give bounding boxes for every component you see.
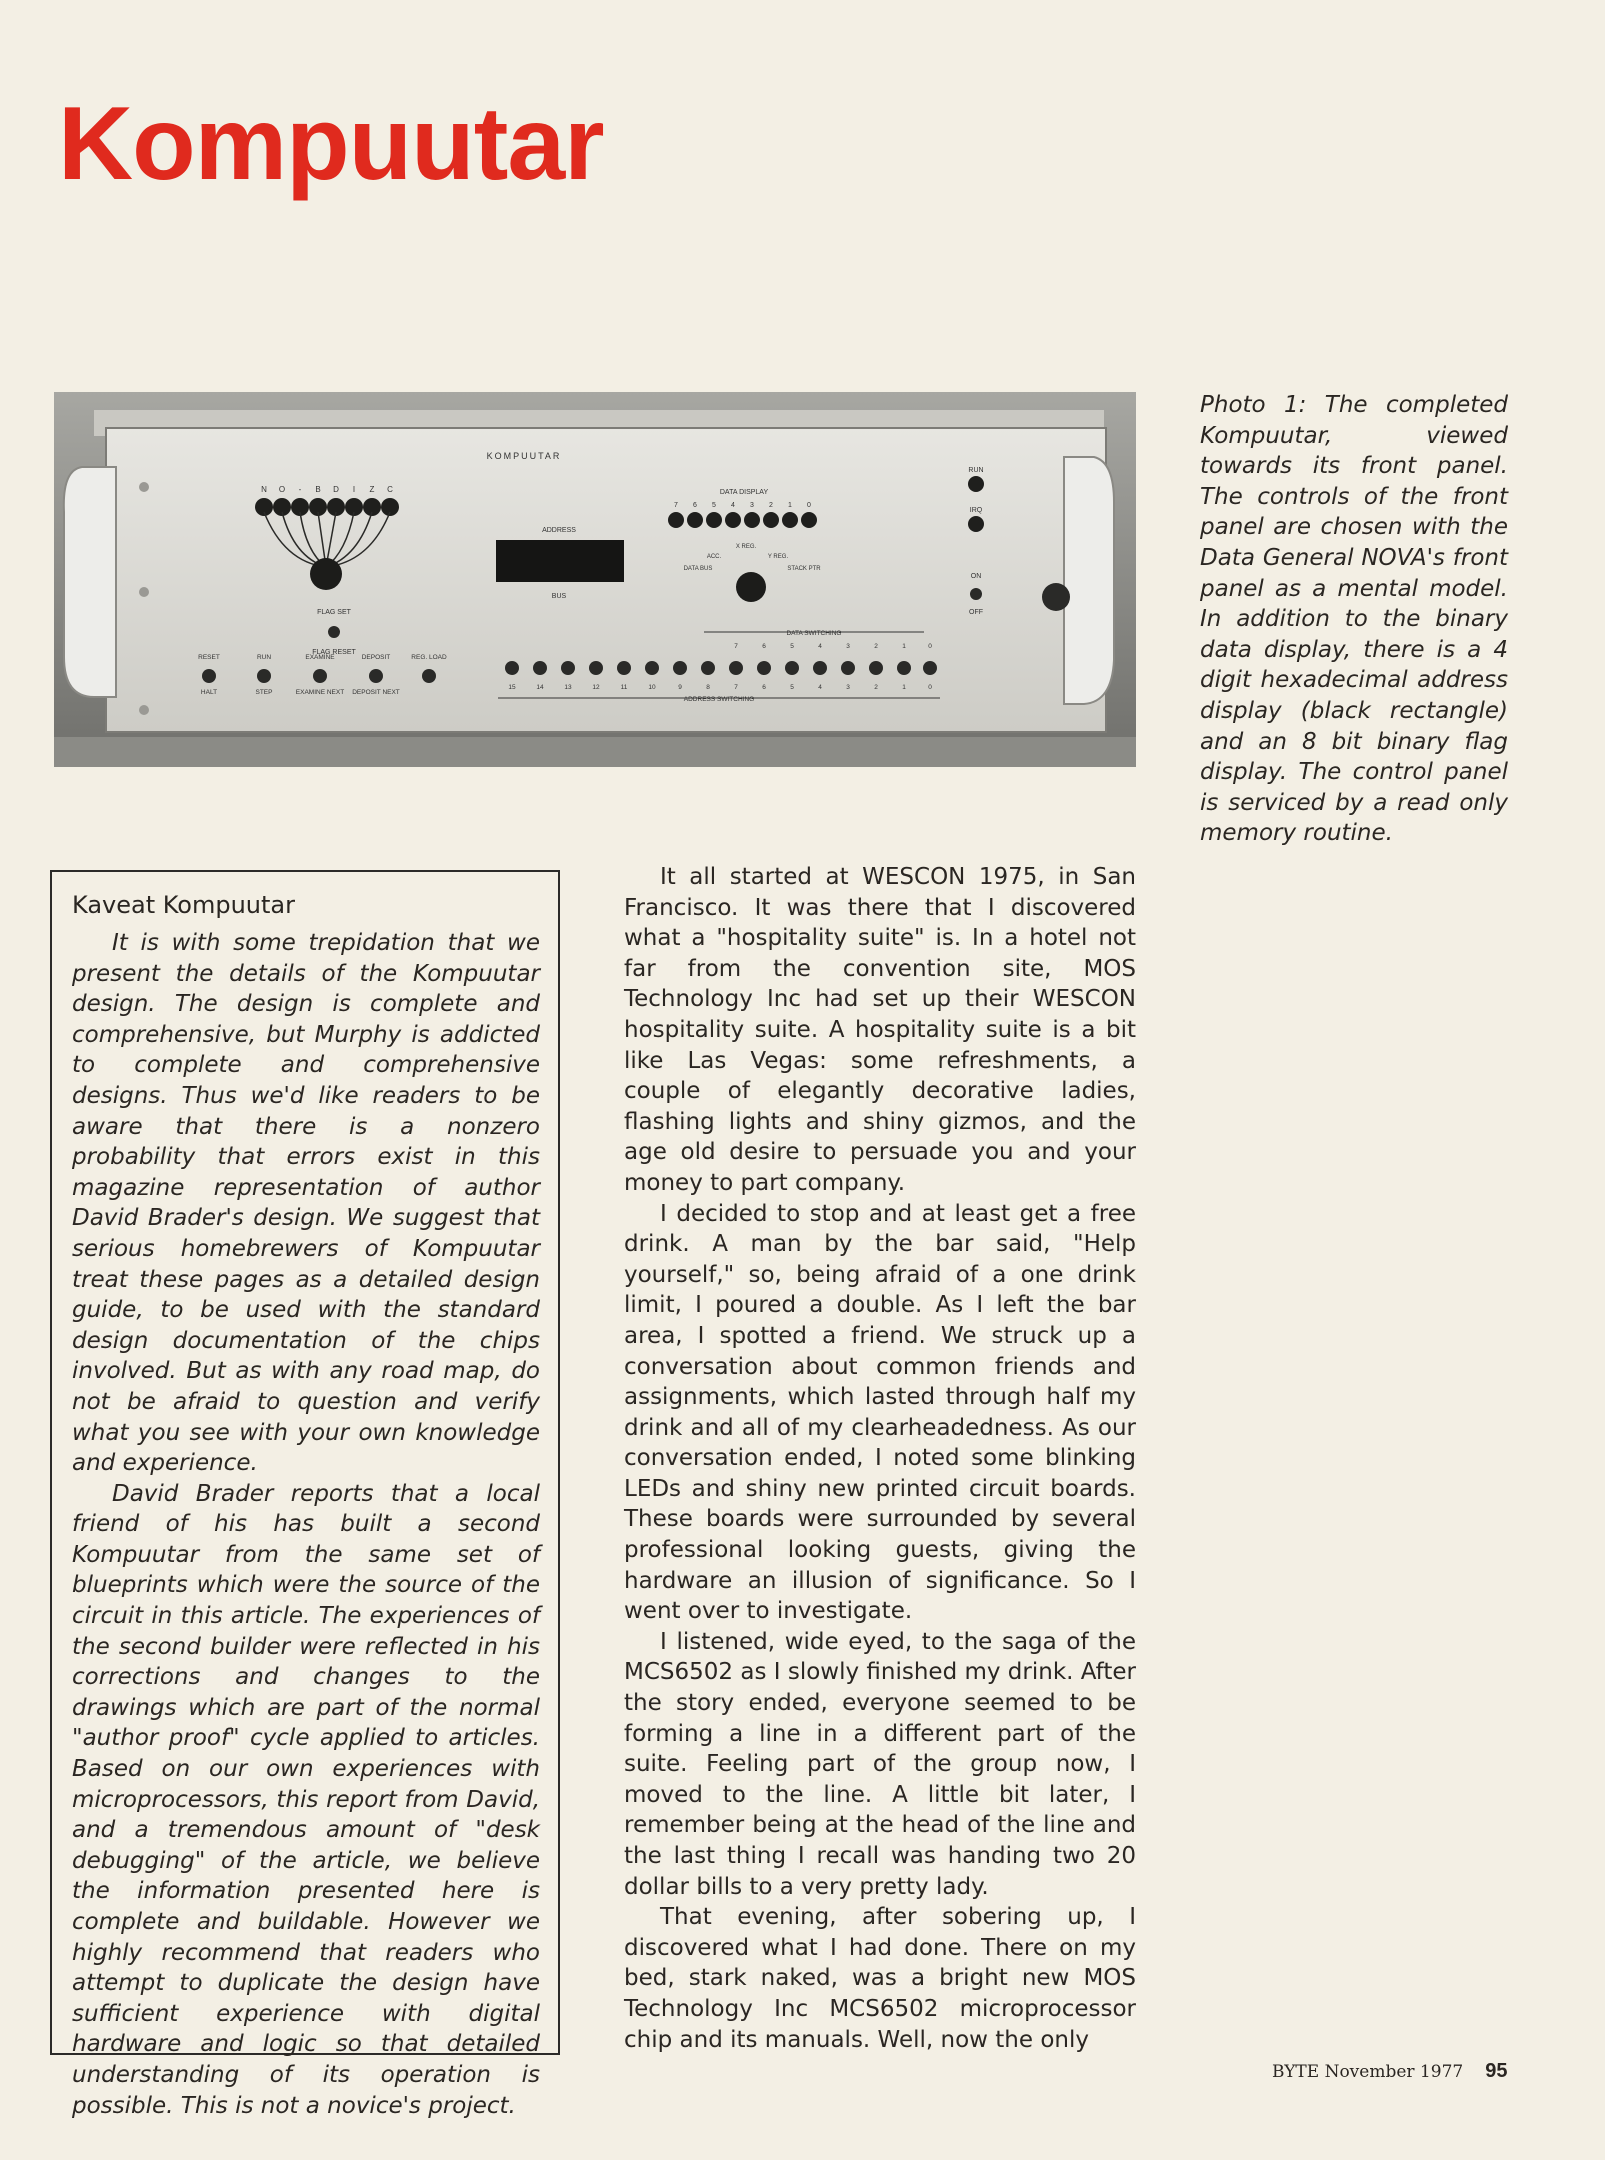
on-label: ON — [970, 573, 982, 580]
address-bit: 0 — [928, 684, 932, 691]
stack-ptr-label: STACK PTR — [787, 566, 821, 572]
flag-letter: N — [261, 485, 267, 494]
flag-reset-label: FLAG RESET — [312, 649, 356, 656]
examine-label: EXAMINE — [305, 654, 335, 661]
halt-label: HALT — [200, 689, 218, 696]
data-switch-bit: 1 — [902, 643, 906, 650]
flag-letter: I — [352, 485, 356, 494]
flag-select-knob[interactable] — [310, 558, 342, 590]
run-led — [968, 476, 984, 492]
address-bit: 4 — [818, 684, 822, 691]
run-label: RUN — [968, 467, 984, 474]
bus-label: BUS — [551, 593, 567, 600]
article-body — [624, 862, 1136, 2055]
page-number: 95 — [1485, 2060, 1508, 2082]
article-title: Kompuutar — [58, 86, 604, 202]
data-bus-label: DATA BUS — [683, 566, 713, 572]
address-bit: 7 — [734, 684, 738, 691]
data-switch-bit: 2 — [874, 643, 878, 650]
address-bit: 8 — [706, 684, 710, 691]
acc-label: ACC. — [706, 554, 722, 560]
address-bit: 6 — [762, 684, 766, 691]
irq-label: IRQ — [969, 507, 983, 514]
data-display-bit: 2 — [769, 502, 773, 509]
flag-letter: D — [333, 485, 339, 494]
flag-letter: O — [278, 485, 286, 494]
address-display — [496, 540, 624, 582]
address-bit: 3 — [846, 684, 850, 691]
body-paragraph: I decided to stop and at least get a free drink. A man by the bar said, "Help yourself," so, being afraid of a one drink limit, I poured a double. As I left the bar area, I spotted a friend. We struck up a conversation about common friends and assignments, which lasted through half my drink and all of my clearheadedness. As our conversation ended, I noted some blinking LEDs and shiny new printed circuit boards. These boards were surrounded by several professional looking guests, giving the hardware an illusion of significance. So I went over to investigate. — [624, 1200, 1136, 1625]
photo-caption: Photo 1: The completed Kompuutar, viewed towards its front panel. The controls of the front panel are chosen with the Data General NOVA's front panel as a mental model. In addition to the binary data display, there is a 4 digit hexadecimal address display (black rectangle) and an 8 bit binary flag display. The control panel is serviced by a read only memory routine. — [1200, 392, 1508, 847]
deposit-next-label: DEPOSIT NEXT — [352, 689, 400, 696]
address-bit: 10 — [648, 684, 656, 691]
data-switch-bit: 4 — [818, 643, 822, 650]
reset-halt-switch[interactable] — [202, 669, 216, 683]
sidebar-heading: Kaveat Kompuutar — [72, 891, 295, 919]
reset-label: RESET — [198, 654, 220, 661]
page-footer — [1272, 2060, 1507, 2083]
run-switch-label: RUN — [256, 654, 272, 661]
deposit-label: DEPOSIT — [361, 654, 391, 661]
reg-load-label: REG. LOAD — [411, 654, 447, 661]
deposit-switch[interactable] — [369, 669, 383, 683]
flag-letter: Z — [369, 485, 375, 494]
data-display-bit: 3 — [750, 502, 754, 509]
body-paragraph: That evening, after sobering up, I discovered what I had done. There on my bed, stark naked, was a bright new MOS Technology Inc MCS6502 microprocessor chip and its manuals. Well, now the only — [624, 1904, 1136, 2053]
step-label: STEP — [255, 689, 273, 696]
flag-set-label: FLAG SET — [317, 609, 351, 616]
address-bit: 1 — [902, 684, 906, 691]
body-paragraph: It all started at WESCON 1975, in San Francisco. It was there that I discovered what a "hospitality suite" is. In a hotel not far from the convention site, MOS Technology Inc had set up their WESCON hospitality suite. A hospitality suite is a bit like Las Vegas: some refreshments, a couple of elegantly decorative ladies, flashing lights and shiny gizmos, and the age old desire to persuade you and your money to part company. — [624, 864, 1136, 1196]
sidebar-paragraph: David Brader reports that a local friend of his has built a second Kompuutar from the same set of blueprints which were the source of the circuit in this article. The experiences of the second builder were reflected in his corrections and changes to the drawings which are part of the normal "author proof" cycle applied to articles. Based on our own experiences with microprocessors, this report from David, and a tremendous amount of "desk debugging" of the article, we believe the information presented here is complete and buildable. However we highly recommend that readers who attempt to duplicate the design have sufficient experience with digital hardware and logic so that detailed understanding of its operation is possible. This is not a novice's project. — [72, 1480, 540, 2119]
flag-toggle[interactable] — [328, 626, 340, 638]
data-switch-bit: 3 — [846, 643, 850, 650]
sidebar-box — [50, 870, 560, 2119]
panel-nameplate: KOMPUUTAR — [486, 451, 562, 461]
address-label: ADDRESS — [542, 527, 576, 534]
irq-led — [968, 516, 984, 532]
run-step-switch[interactable] — [257, 669, 271, 683]
register-select-knob[interactable] — [736, 572, 766, 602]
address-bit: 5 — [790, 684, 794, 691]
data-display-bit: 7 — [674, 502, 678, 509]
power-switch[interactable] — [970, 588, 982, 600]
address-bit: 9 — [678, 684, 682, 691]
data-display-bit: 5 — [712, 502, 716, 509]
address-bit: 14 — [536, 684, 544, 691]
xreg-label: X REG. — [735, 544, 757, 550]
data-display-label: DATA DISPLAY — [719, 489, 769, 496]
yreg-label: Y REG. — [767, 554, 789, 560]
examine-switch[interactable] — [313, 669, 327, 683]
off-label: OFF — [969, 609, 983, 616]
examine-next-label: EXAMINE NEXT — [295, 689, 345, 696]
data-switch-bit: 5 — [790, 643, 794, 650]
body-paragraph: I listened, wide eyed, to the saga of the MCS6502 as I slowly finished my drink. After the story ended, everyone seemed to be forming a line in a different part of the suite. Feeling part of the group now, I moved to the line. A little bit later, I remember being at the head of the line and the last thing I recall was handing two 20 dollar bills to a very pretty lady. — [624, 1628, 1136, 1900]
data-display-bit: 6 — [693, 502, 697, 509]
flag-letter: C — [387, 485, 393, 494]
front-panel-photo — [54, 392, 1136, 767]
data-display-bit: 4 — [731, 502, 735, 509]
data-switch-bit: 6 — [762, 643, 766, 650]
data-switching-label: DATA SWITCHING — [786, 630, 842, 637]
flag-letter: B — [315, 485, 321, 494]
data-display-bit: 1 — [788, 502, 792, 509]
data-switch-bit: 0 — [928, 643, 932, 650]
magazine-issue: BYTE November 1977 — [1272, 2062, 1464, 2082]
flag-letter: - — [298, 485, 302, 494]
address-bit: 13 — [564, 684, 572, 691]
sidebar-paragraph: It is with some trepidation that we present the details of the Kompuutar design. The design is complete and comprehensive, but Murphy is addicted to complete and comprehensive designs. Thus we'd like readers to be aware that there is a nonzero probability that errors exist in this magazine representation of author David Brader's design. We suggest that serious homebrewers of Kompuutar treat these pages as a detailed design guide, to be used with the standard design documentation of the chips involved. But as with any road map, do not be afraid to question and verify what you see with your own knowledge and experience. — [72, 930, 540, 1477]
address-bit: 15 — [508, 684, 516, 691]
address-switching-label: ADDRESS SWITCHING — [683, 696, 755, 703]
address-bit: 2 — [874, 684, 878, 691]
address-bit: 12 — [592, 684, 600, 691]
data-switch-bit: 7 — [734, 643, 738, 650]
reg-load-switch[interactable] — [422, 669, 436, 683]
address-bit: 11 — [620, 684, 628, 691]
data-display-bit: 0 — [807, 502, 811, 509]
